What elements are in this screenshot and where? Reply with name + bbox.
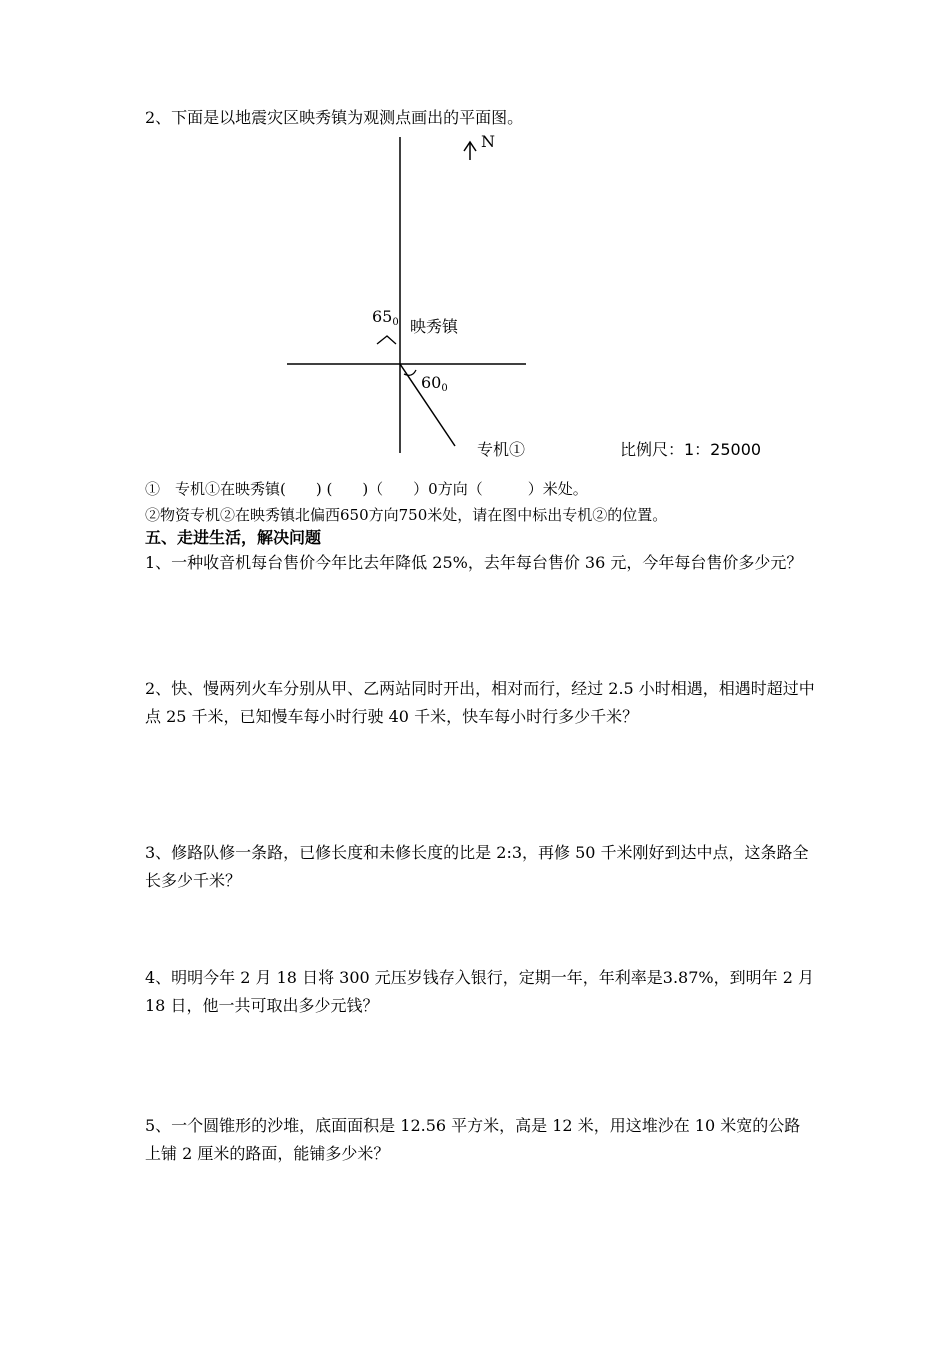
north-arrow-icon [464, 142, 476, 160]
plan-diagram [0, 0, 950, 470]
problem-3: 3、修路队修一条路，已修长度和未修长度的比是 2:3，再修 50 千米刚好到达中点，这条路全长多少千米？ [145, 843, 809, 890]
plane-1-label: 专机① [477, 440, 526, 459]
problem-4: 4、明明今年 2 月 18 日将 300 元压岁钱存入银行，定期一年，年利率是3.87%，到明年 2 月 18 日，他一共可取出多少元钱？ [145, 968, 814, 1015]
angle-65-label: $65_0$ [372, 307, 399, 328]
sub-question-2: ②物资专机②在映秀镇北偏西650方向750米处，请在图中标出专机②的位置。 [145, 506, 668, 524]
sub-question-1: ① 专机①在映秀镇( ) ( )（ ）0方向（ ）米处。 [145, 480, 588, 498]
angle-60-label: $60_0$ [421, 373, 448, 394]
problem-1: 1、一种收音机每台售价今年比去年降低 25%，去年每台售价 36 元，今年每台售价多少元？ [145, 553, 803, 572]
scale-label: 比例尺：1：25000 [620, 440, 762, 459]
north-label: N [481, 132, 495, 151]
section-5-title: 五、走进生活，解决问题 [145, 528, 322, 547]
problem-5: 5、一个圆锥形的沙堆，底面面积是 12.56 平方米，高是 12 米，用这堆沙在 10 米宽的公路上铺 2 厘米的路面，能铺多少米？ [145, 1116, 801, 1163]
problem-2: 2、快、慢两列火车分别从甲、乙两站同时开出，相对而行，经过 2.5 小时相遇，相遇时超过中点 25 千米，已知慢车每小时行驶 40 千米，快车每小时行多少千米？ [145, 679, 815, 726]
angle-65-mark [377, 336, 396, 344]
town-label: 映秀镇 [410, 317, 459, 336]
question-2-intro: 2、下面是以地震灾区映秀镇为观测点画出的平面图。 [145, 108, 524, 127]
